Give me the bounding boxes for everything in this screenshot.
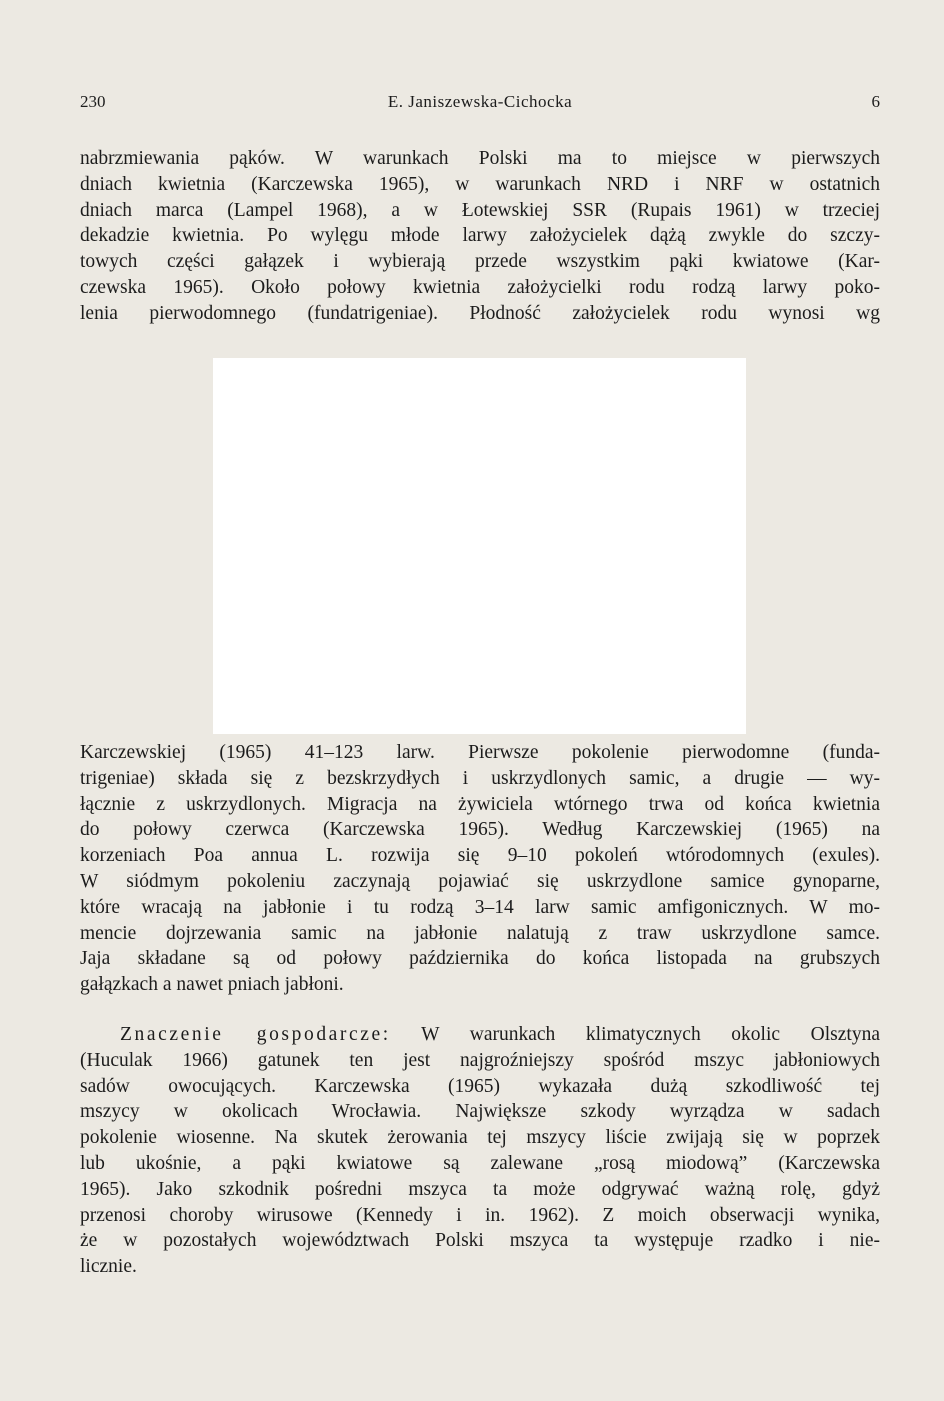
- text-line: mszycy w okolicach Wrocławia. Największe szkody wyrządza w sadach: [80, 1101, 880, 1123]
- paragraph-1: [80, 146, 880, 327]
- paragraph-3: [80, 1022, 880, 1280]
- text-line: nabrzmiewania pąków. W warunkach Polski ma to miejsce w pierwszych: [80, 148, 880, 169]
- text-run: W warunkach klimatycznych okolic Olsztyna: [390, 1024, 880, 1045]
- text-line: trigeniae) składa się z bezskrzydłych i uskrzydlonych samic, a drugie — wy-: [80, 767, 880, 789]
- text-line: przenosi choroby wirusowe (Kennedy i in. 1962). Z moich obserwacji wynika,: [80, 1204, 880, 1226]
- text-line: licznie.: [80, 1256, 137, 1278]
- running-author: E. Janiszewska-Cichocka: [387, 92, 573, 111]
- page-number: 230: [80, 92, 106, 111]
- section-heading: Znaczenie gospodarcze:: [120, 1024, 391, 1045]
- text-line: że w pozostałych województwach Polski mszyca ta występuje rzadko i nie-: [80, 1230, 880, 1252]
- running-header: [80, 92, 880, 118]
- text-line: do połowy czerwca (Karczewska 1965). Według Karczewskiej (1965) na: [80, 819, 880, 841]
- text-line: korzeniach Poa annua L. rozwija się 9–10 pokoleń wtórodomnych (exules).: [80, 845, 880, 867]
- text-line: sadów owocujących. Karczewska (1965) wykazała dużą szkodliwość tej: [80, 1075, 880, 1097]
- text-line: (Huculak 1966) gatunek ten jest najgroźniejszy spośród mszyc jabłoniowych: [80, 1049, 880, 1071]
- text-line: łącznie z uskrzydlonych. Migracja na żywiciela wtórnego trwa od końca kwietnia: [80, 793, 880, 815]
- text-line: lenia pierwodomnego (fundatrigeniae). Płodność założycielek rodu wynosi wg: [80, 302, 880, 324]
- text-line: które wracają na jabłonie i tu rodzą 3–14 larw samic amfigonicznych. W mo-: [80, 896, 880, 918]
- section-number: 6: [871, 92, 880, 111]
- text-line: Jaja składane są od połowy października do końca listopada na grubszych: [80, 948, 880, 970]
- text-line: czewska 1965). Około połowy kwietnia założycielki rodu rodzą larwy poko-: [80, 276, 880, 298]
- text-line: towych części gałązek i wybierają przede wszystkim pąki kwiatowe (Kar-: [80, 251, 880, 273]
- blank-figure-area: [213, 358, 746, 734]
- text-line: [80, 1022, 880, 1048]
- text-line: Karczewskiej (1965) 41–123 larw. Pierwsze pokolenie pierwodomne (funda-: [80, 742, 880, 763]
- text-line: lub ukośnie, a pąki kwiatowe są zalewane „rosą miodową” (Karczewska: [80, 1152, 880, 1174]
- text-line: dniach marca (Lampel 1968), a w Łotewskiej SSR (Rupais 1961) w trzeciej: [80, 199, 880, 221]
- text-line: mencie dojrzewania samic na jabłonie nalatują z traw uskrzydlone samce.: [80, 922, 880, 944]
- text-line: W siódmym pokoleniu zaczynają pojawiać się uskrzydlone samice gynoparne,: [80, 870, 880, 892]
- text-line: dekadzie kwietnia. Po wylęgu młode larwy założycielek dążą zwykle do szczy-: [80, 225, 880, 247]
- text-line: gałązkach a nawet pniach jabłoni.: [80, 974, 344, 996]
- text-line: dniach kwietnia (Karczewska 1965), w warunkach NRD i NRF w ostatnich: [80, 173, 880, 195]
- paragraph-2: [80, 740, 880, 998]
- text-line: pokolenie wiosenne. Na skutek żerowania tej mszycy liście zwijają się w poprzek: [80, 1127, 880, 1149]
- text-line: 1965). Jako szkodnik pośredni mszyca ta może odgrywać ważną rolę, gdyż: [80, 1178, 880, 1200]
